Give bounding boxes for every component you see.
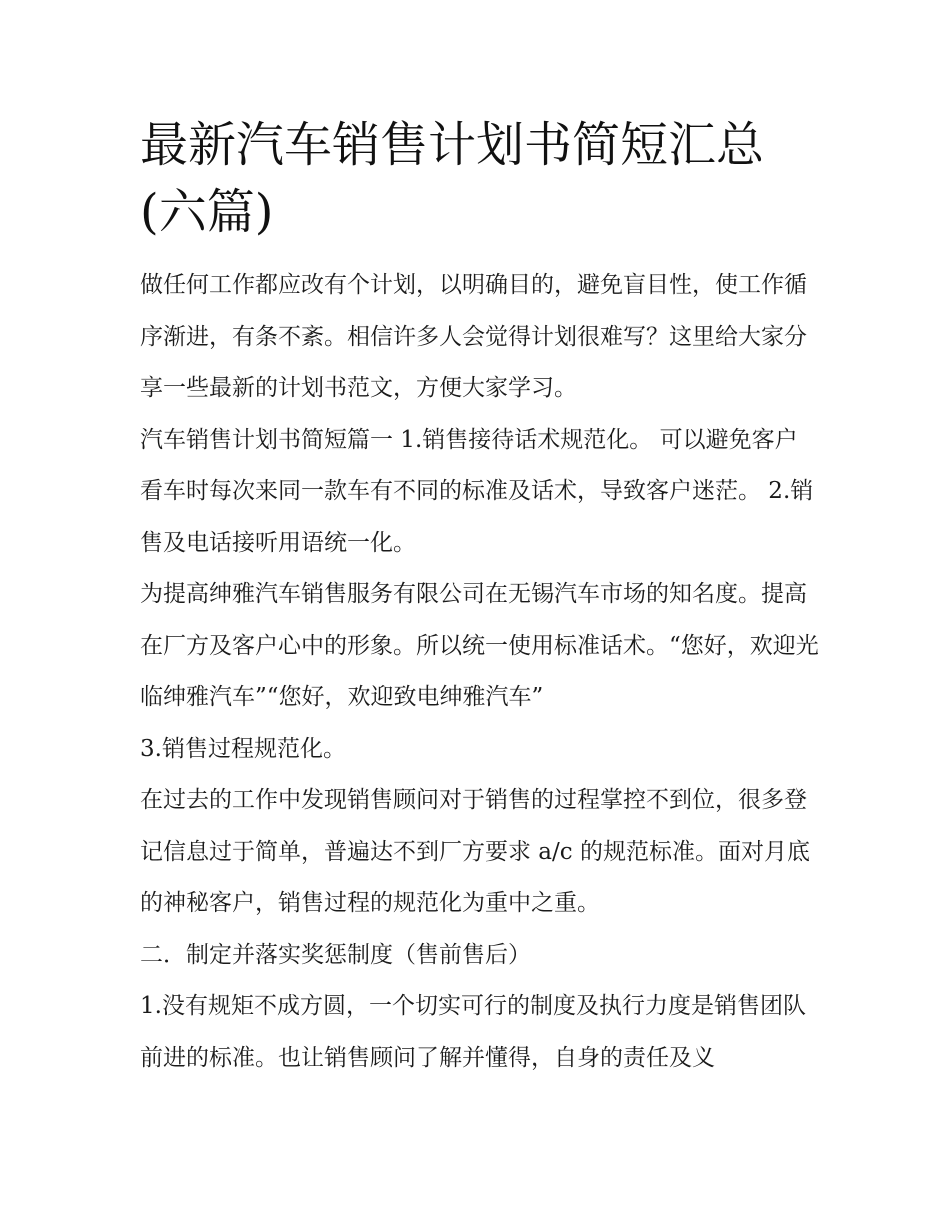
paragraph-section-1: 汽车销售计划书简短篇一 1.销售接待话术规范化。 可以避免客户看车时每次来同一款车有不同的标准及话术，导致客户迷茫。 2.销售及电话接听用语统一化。 [140,426,814,556]
document-title [140,112,820,246]
document-page [140,112,820,1084]
title-line-2: (六篇) [140,184,274,240]
document-body [140,260,820,1084]
paragraph-process: 在过去的工作中发现销售顾问对于销售的过程掌控不到位，很多登记信息过于简单，普遍达不到厂方要求 a/c 的规范标准。面对月底的神秘客户，销售过程的规范化为重中之重。 [140,787,810,916]
paragraph-intro: 做任何工作都应改有个计划，以明确目的，避免盲目性，使工作循序渐进，有条不紊。相信许多人会觉得计划很难写？这里给大家分享一些最新的计划书范文，方便大家学习。 [140,272,807,401]
paragraph-standard-phrases: 为提高绅雅汽车销售服务有限公司在无锡汽车市场的知名度。提高在厂方及客户心中的形象。所以统一使用标准话术。“您好，欢迎光临绅雅汽车”“您好，欢迎致电绅雅汽车” [140,581,819,710]
paragraph-heading-3: 3.销售过程规范化。 [140,735,346,762]
paragraph-rules: 1.没有规矩不成方圆，一个切实可行的制度及执行力度是销售团队前进的标准。也让销售顾问了解并懂得，自身的责任及义 [140,993,806,1071]
paragraph-heading-2: 二．制定并落实奖惩制度（售前售后） [140,941,531,968]
title-line-1: 最新汽车销售计划书简短汇总 [140,117,765,173]
